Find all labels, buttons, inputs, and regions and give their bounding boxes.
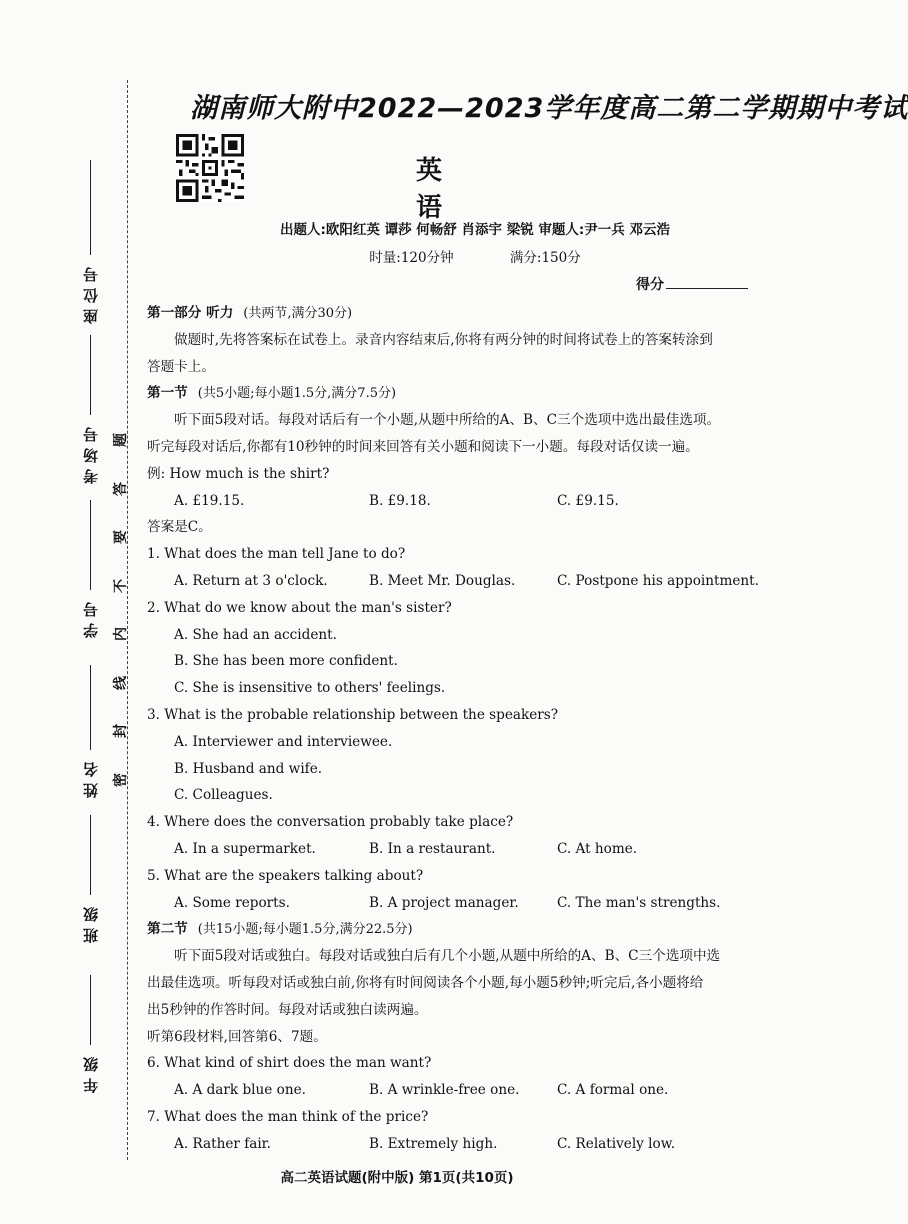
section2-instruction: 出最佳选项。听每段对话或独白前,你将有时间阅读各个小题,每小题5秒钟;听完后,各小题将给 — [147, 974, 704, 991]
part1-instruction: 答题卡上。 — [147, 358, 215, 375]
exam-title: 湖南师大附中2022—2023学年度高二第二学期期中考试 — [190, 93, 908, 124]
grade-field[interactable] — [72, 975, 108, 1093]
seat-label: 座位号 — [81, 261, 100, 324]
name-field[interactable] — [72, 665, 108, 798]
full-score: 满分:150分 — [509, 250, 581, 266]
option-c[interactable]: C. Relatively low. — [557, 1135, 676, 1152]
option-a[interactable]: A. £19.15. — [174, 492, 245, 509]
seal-char: 要 — [113, 530, 129, 545]
seal-char: 线 — [113, 675, 129, 690]
student-no-label: 学号 — [81, 596, 100, 638]
score-field[interactable] — [636, 274, 748, 294]
question-2: 2. What do we know about the man's sister? — [147, 599, 452, 616]
authors-line: 出题人:欧阳红英 谭莎 何畅舒 肖添宇 梁锐 审题人:尹一兵 邓云浩 — [280, 222, 670, 238]
option-c[interactable]: C. £9.15. — [557, 492, 619, 509]
student-no-field[interactable] — [72, 500, 108, 638]
qr-code-icon[interactable] — [176, 134, 244, 202]
option-c[interactable]: C. A formal one. — [557, 1082, 669, 1099]
grade-label: 年级 — [81, 1051, 100, 1093]
class-label: 班级 — [81, 901, 100, 943]
time-limit: 时量:120分钟 — [369, 250, 454, 266]
question-4-options — [147, 836, 759, 863]
exam-body — [147, 300, 759, 1158]
question-5-options — [147, 890, 759, 917]
section1-instruction: 听下面5段对话。每段对话后有一个小题,从题中所给的A、B、C三个选项中选出最佳选项。 — [174, 412, 721, 429]
example-question: 例: How much is the shirt? — [147, 465, 330, 482]
seal-char: 不 — [113, 578, 129, 593]
section2-instruction: 出5秒钟的作答时间。每段对话或独白读两遍。 — [147, 1001, 428, 1018]
part1-heading: 第一部分 听力 (共两节,满分30分) — [147, 305, 353, 321]
question-1-options — [147, 568, 759, 595]
section1-heading: 第一节 (共5小题;每小题1.5分,满分7.5分) — [147, 385, 397, 402]
option-a[interactable]: A. A dark blue one. — [174, 1082, 306, 1099]
question-7: 7. What does the man think of the price? — [147, 1108, 429, 1125]
question-6-options — [147, 1077, 759, 1104]
seal-char: 封 — [113, 724, 129, 739]
time-score-line — [200, 246, 750, 266]
seal-char: 内 — [113, 627, 129, 642]
option-b[interactable]: B. Extremely high. — [369, 1135, 498, 1152]
exam-room-label: 考场号 — [81, 421, 100, 484]
option-c[interactable]: C. At home. — [557, 840, 638, 857]
question-4: 4. Where does the conversation probably take place? — [147, 814, 514, 831]
option-b[interactable]: B. A wrinkle-free one. — [369, 1082, 520, 1099]
class-field[interactable] — [72, 815, 108, 943]
seal-char: 密 — [113, 772, 129, 787]
example-options — [147, 488, 759, 515]
name-label: 姓名 — [81, 756, 100, 798]
option-b[interactable]: B. A project manager. — [369, 894, 519, 911]
section2-instruction: 听下面5段对话或独白。每段对话或独白后有几个小题,从题中所给的A、B、C三个选项中选 — [174, 948, 721, 965]
option-b[interactable]: B. Husband and wife. — [174, 760, 323, 777]
question-6: 6. What kind of shirt does the man want? — [147, 1055, 432, 1072]
option-a[interactable]: A. In a supermarket. — [174, 840, 316, 857]
option-b[interactable]: B. In a restaurant. — [369, 840, 496, 857]
question-7-options — [147, 1131, 759, 1158]
option-a[interactable]: A. She had an accident. — [174, 626, 337, 643]
score-label: 得分 — [636, 277, 664, 293]
option-a[interactable]: A. Return at 3 o'clock. — [174, 572, 328, 589]
seat-field[interactable] — [72, 160, 108, 324]
option-b[interactable]: B. She has been more confident. — [174, 653, 398, 670]
seal-char: 题 — [113, 433, 129, 447]
section2-heading: 第二节 (共15小题;每小题1.5分,满分22.5分) — [147, 921, 413, 938]
option-c[interactable]: C. Colleagues. — [174, 787, 273, 804]
example-answer: 答案是C。 — [147, 519, 212, 536]
seal-char: 答 — [113, 481, 129, 496]
section1-instruction: 听完每段对话后,你都有10秒钟的时间来回答有关小题和阅读下一小题。每段对话仅读一遍。 — [147, 438, 699, 455]
part1-instruction: 做题时,先将答案标在试卷上。录音内容结束后,你将有两分钟的时间将试卷上的答案转涂到 — [174, 331, 713, 348]
option-b[interactable]: B. Meet Mr. Douglas. — [369, 572, 516, 589]
option-a[interactable]: A. Rather fair. — [174, 1135, 272, 1152]
option-b[interactable]: B. £9.18. — [369, 492, 431, 509]
question-5: 5. What are the speakers talking about? — [147, 867, 424, 884]
student-info-fields — [72, 160, 108, 1093]
exam-room-field[interactable] — [72, 335, 108, 484]
seal-line-notice — [108, 430, 132, 790]
option-a[interactable]: A. Interviewer and interviewee. — [174, 733, 393, 750]
page-footer: 高二英语试题(附中版) 第1页(共10页) — [280, 1170, 514, 1186]
option-c[interactable]: C. The man's strengths. — [557, 894, 721, 911]
score-blank[interactable] — [666, 276, 748, 289]
option-c[interactable]: C. She is insensitive to others' feelings. — [174, 680, 446, 697]
question-1: 1. What does the man tell Jane to do? — [147, 546, 406, 563]
subject-title: 英 语 — [415, 156, 464, 223]
material-6-note: 听第6段材料,回答第6、7题。 — [147, 1028, 327, 1045]
question-3: 3. What is the probable relationship between the speakers? — [147, 706, 559, 723]
option-c[interactable]: C. Postpone his appointment. — [557, 572, 759, 589]
option-a[interactable]: A. Some reports. — [174, 894, 290, 911]
